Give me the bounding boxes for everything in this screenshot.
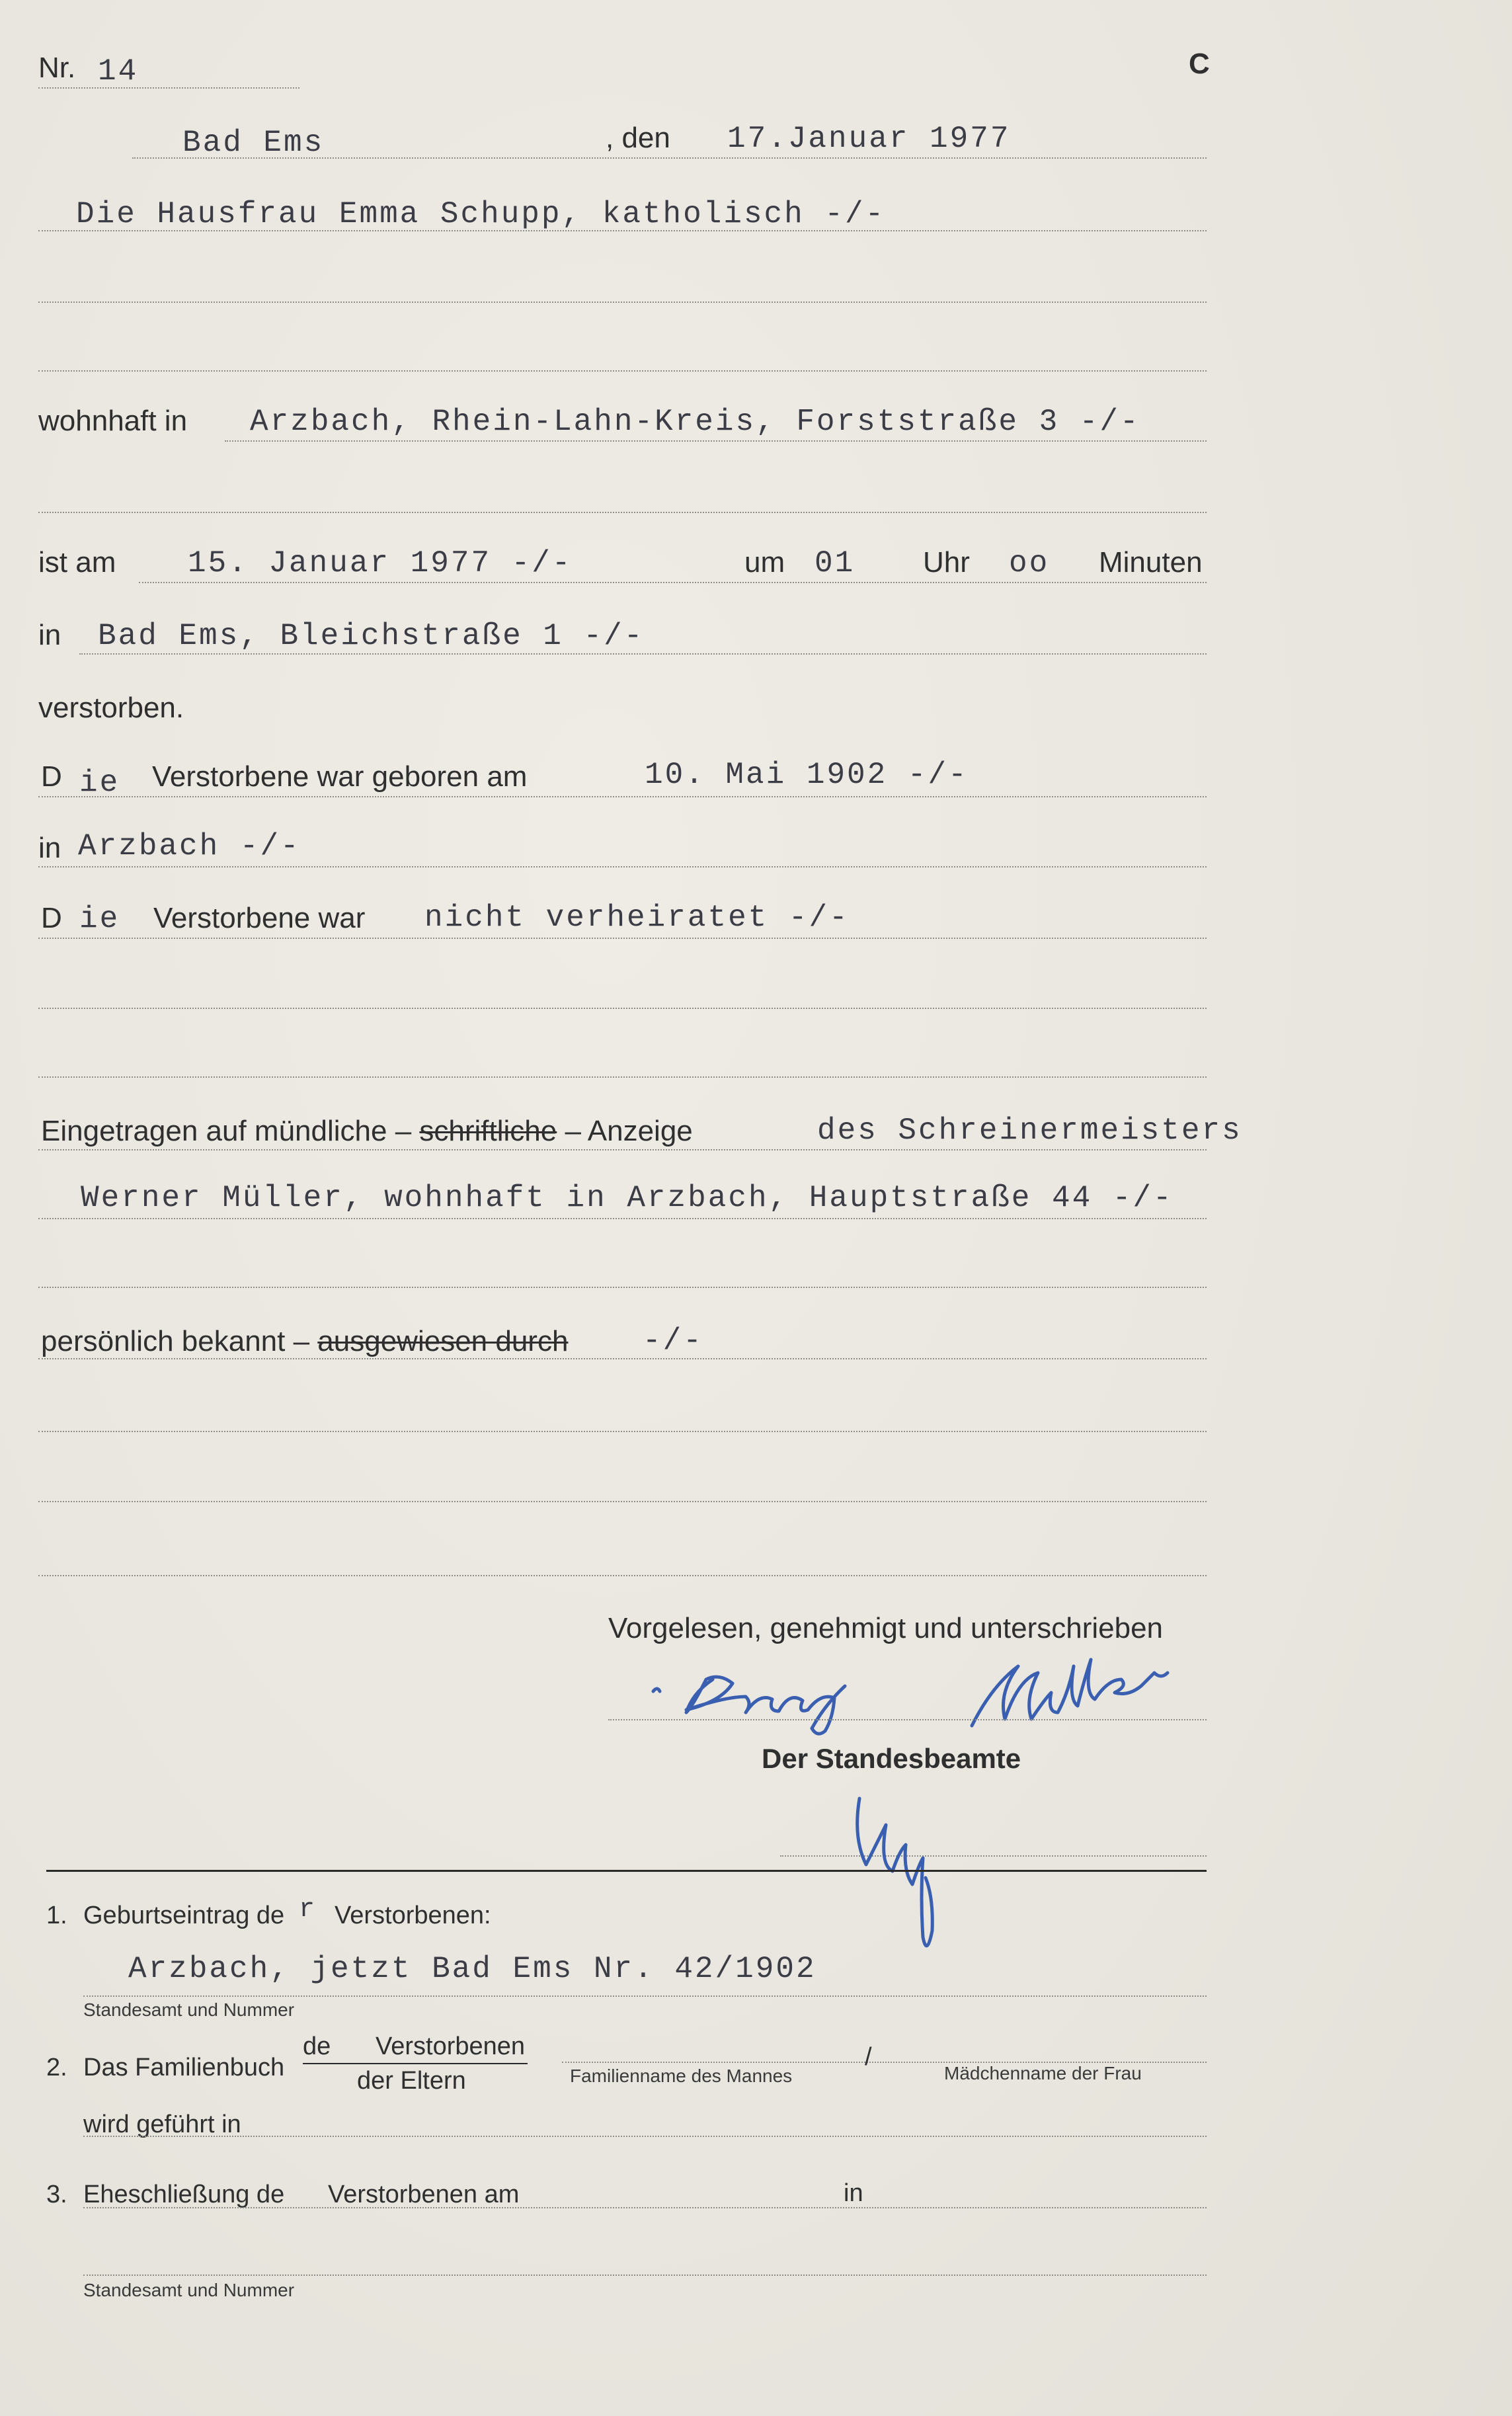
rule (83, 2136, 1207, 2137)
item3-caption: Standesamt und Nummer (83, 2280, 295, 2300)
rule (38, 1149, 1207, 1150)
rule (38, 1358, 1207, 1359)
marital-prefix: D (41, 902, 62, 934)
rule (83, 1995, 1207, 1997)
rule (132, 157, 1207, 159)
death-in-label: in (38, 619, 61, 651)
rule (38, 1287, 1207, 1288)
informant-signature (641, 1653, 1210, 1739)
item2-label: Das Familienbuch (83, 2054, 285, 2081)
item2-top: Verstorbenen (376, 2033, 526, 2060)
rule (225, 440, 1207, 442)
marital-label: Verstorbene war (153, 902, 366, 934)
birth-label: Verstorbene war geboren am (152, 760, 528, 793)
footer-divider (46, 1870, 1207, 1872)
residence-label: wohnhaft in (38, 405, 188, 437)
rule (38, 1431, 1207, 1432)
registrar-title: Der Standesbeamte (762, 1743, 1021, 1774)
birth-prefix: D (41, 760, 62, 793)
death-date: 15. Januar 1977 -/- (188, 546, 573, 581)
rule (83, 2207, 1207, 2208)
informant-value: Werner Müller, wohnhaft in Arzbach, Hauptstraße 44 -/- (81, 1181, 1174, 1215)
rule (38, 1008, 1207, 1009)
rule (79, 653, 1207, 655)
birth-article: ie (79, 766, 120, 800)
rule (38, 796, 1207, 797)
rule (38, 1501, 1207, 1502)
fraction-line (303, 2063, 528, 2064)
item2-bottom: der Eltern (357, 2067, 466, 2095)
birth-place: Arzbach -/- (78, 829, 301, 864)
verstorben-label: verstorben. (38, 692, 184, 724)
item3-in: in (844, 2179, 863, 2207)
den-label: , den (606, 122, 670, 154)
residence-value: Arzbach, Rhein-Lahn-Kreis, Forststraße 3 -/- (250, 405, 1140, 439)
place-value: Bad Ems (182, 126, 325, 160)
birth-date: 10. Mai 1902 -/- (645, 758, 969, 792)
person-description: Die Hausfrau Emma Schupp, katholisch -/- (76, 197, 886, 231)
death-minutes: oo (1009, 546, 1050, 581)
item1-label: Geburtseintrag de (83, 1902, 285, 1929)
death-place: Bad Ems, Bleichstraße 1 -/- (98, 619, 645, 653)
rule (139, 582, 1207, 583)
death-hour: 01 (815, 546, 855, 581)
read-approved-label: Vorgelesen, genehmigt und unterschrieben (608, 1612, 1164, 1644)
item2-slash: / (865, 2043, 872, 2071)
identification-value: -/- (643, 1324, 703, 1358)
birth-in-label: in (38, 832, 61, 864)
ist-am-label: ist am (38, 546, 116, 579)
rule (38, 302, 1207, 303)
item1-value: Arzbach, jetzt Bad Ems Nr. 42/1902 (128, 1952, 816, 1986)
item2-wife-caption: Mädchenname der Frau (944, 2063, 1142, 2083)
rule (83, 2275, 1207, 2276)
rule (38, 1218, 1207, 1219)
registrar-signature (833, 1759, 952, 1957)
item2-label2: wird geführt in (83, 2111, 241, 2138)
rule (38, 87, 299, 89)
marital-value: nicht verheiratet -/- (424, 901, 850, 935)
rule (38, 370, 1207, 372)
item2-husband-caption: Familienname des Mannes (570, 2066, 793, 2086)
item3-label: Eheschließung de (83, 2181, 285, 2208)
item1-suffix: r (299, 1895, 317, 1925)
rule (38, 1076, 1207, 1078)
registration-label: Eingetragen auf mündliche – schriftliche – Anzeige (41, 1115, 693, 1147)
item1-caption: Standesamt und Nummer (83, 1999, 295, 2020)
rule (38, 512, 1207, 513)
nr-value: 14 (98, 54, 139, 89)
item3-number: 3. (46, 2181, 67, 2208)
um-label: um (744, 546, 785, 579)
identification-label: persönlich bekannt – ausgewiesen durch (41, 1325, 569, 1357)
rule (38, 230, 1207, 231)
minuten-label: Minuten (1099, 546, 1203, 579)
nr-label: Nr. (38, 52, 76, 84)
date-value: 17.Januar 1977 (727, 122, 1011, 156)
rule (38, 938, 1207, 939)
corner-letter: C (1189, 48, 1210, 80)
marital-article: ie (79, 902, 120, 936)
item1-number: 1. (46, 1902, 67, 1929)
uhr-label: Uhr (923, 546, 970, 579)
rule (38, 866, 1207, 867)
item2-top-de: de (303, 2033, 331, 2060)
item1-label2: Verstorbenen: (335, 1902, 491, 1929)
rule (608, 1719, 1207, 1720)
rule (38, 1575, 1207, 1576)
informant-title: des Schreinermeisters (817, 1113, 1242, 1148)
item2-number: 2. (46, 2054, 67, 2081)
item3-label2: Verstorbenen am (328, 2181, 520, 2208)
